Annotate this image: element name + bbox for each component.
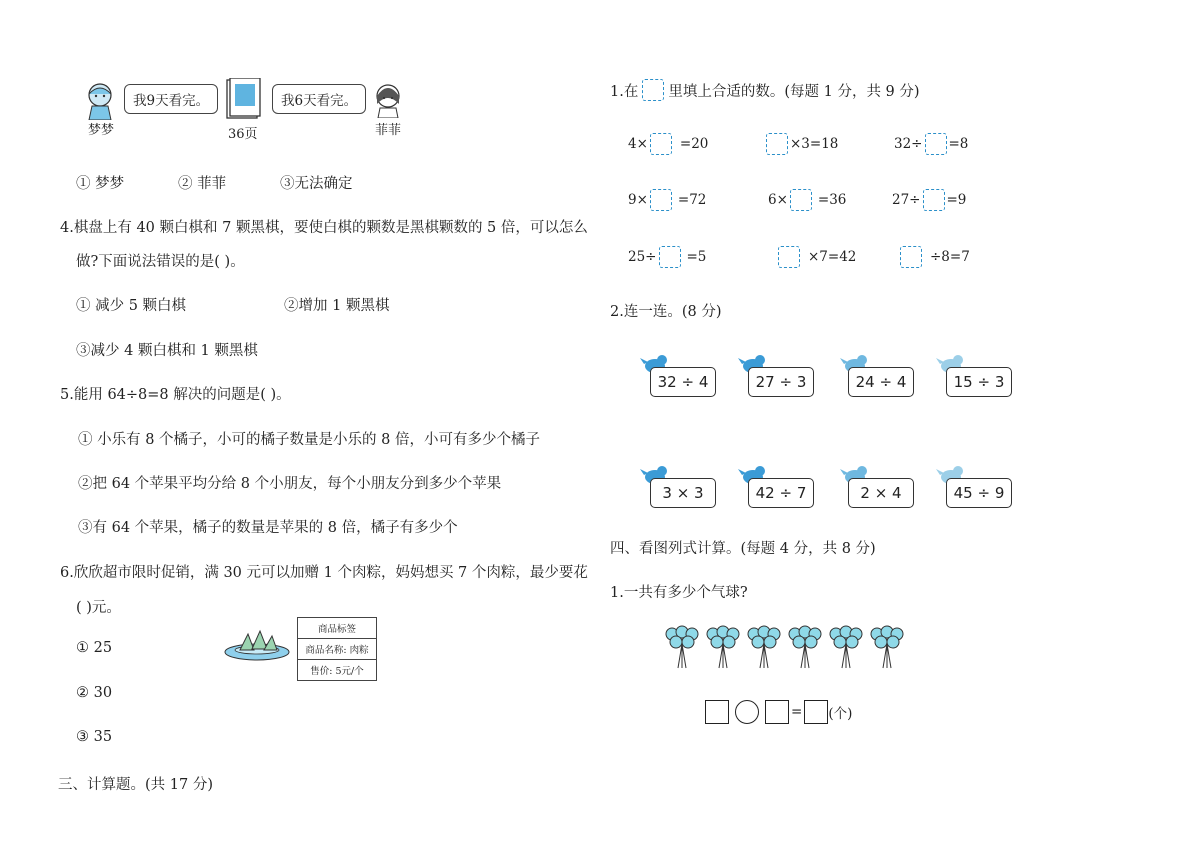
q5-option-1[interactable]: ① 小乐有 8 个橘子，小可的橘子数量是小乐的 8 倍，小可有多少个橘子: [78, 432, 540, 448]
q4-option-2[interactable]: ②增加 1 颗黑棋: [284, 298, 390, 314]
q4-stem-line1: 4.棋盘上有 40 颗白棋和 7 颗黑棋，要使白棋的颗数是黑棋颗数的 5 倍，可以怎么: [60, 220, 588, 236]
equation-result-box[interactable]: [804, 700, 828, 724]
fill-eq-1: 4× =20: [628, 133, 708, 155]
q5-stem: 5.能用 64÷8=8 解决的问题是( )。: [60, 387, 291, 403]
q6-stem-line2: ( )元。: [76, 600, 121, 616]
product-tag-price: 售价: 5元/个: [310, 666, 364, 677]
right-q1-suffix: 里填上合适的数。(每题 1 分，共 9 分): [668, 83, 920, 100]
q4-option-1[interactable]: ① 减少 5 颗白棋: [76, 298, 187, 314]
zongzi-plate-illustration: [222, 626, 292, 662]
balloon-equation: = (个): [705, 700, 852, 724]
right-q2-stem: 2.连一连。(8 分): [610, 304, 722, 320]
operator-circle[interactable]: [735, 700, 759, 724]
fill-eq-8: ×7=42: [776, 246, 856, 268]
fill-eq-3: 32÷ =8: [894, 133, 968, 155]
answer-box[interactable]: [778, 246, 800, 268]
book-icon: [224, 78, 262, 120]
section-4-heading: 四、看图列式计算。(每题 4 分，共 8 分): [610, 541, 876, 557]
answer-box[interactable]: [923, 189, 945, 211]
equation-box-1[interactable]: [705, 700, 729, 724]
section-3-heading: 三、计算题。(共 17 分): [58, 777, 213, 793]
fill-eq-2: ×3=18: [764, 133, 838, 155]
q3-option-1[interactable]: ① 梦梦: [76, 176, 125, 192]
right-q1-prefix: 1.在: [610, 83, 639, 100]
answer-box[interactable]: [900, 246, 922, 268]
name-mengmeng: 梦梦: [88, 123, 115, 138]
match-card-bottom-1[interactable]: 3 × 3: [650, 478, 716, 508]
speech-bubble-mengmeng: 我9天看完。: [124, 84, 218, 114]
equation-unit: (个): [828, 706, 853, 722]
example-answer-box: [642, 79, 664, 101]
fill-eq-9: ÷8=7: [898, 246, 970, 268]
q6-stem-line1: 6.欣欣超市限时促销，满 30 元可以加赠 1 个肉粽，妈妈想买 7 个肉粽，最少要花: [60, 565, 588, 581]
q6-option-2[interactable]: ② 30: [76, 685, 113, 701]
q6-option-3[interactable]: ③ 35: [76, 729, 113, 745]
speech-bubble-feifei: 我6天看完。: [272, 84, 366, 114]
answer-box[interactable]: [766, 133, 788, 155]
match-card-top-4[interactable]: 15 ÷ 3: [946, 367, 1012, 397]
q3-option-3[interactable]: ③无法确定: [280, 176, 353, 192]
q4-stem-line2: 做?下面说法错误的是( )。: [76, 254, 245, 270]
equation-box-2[interactable]: [765, 700, 789, 724]
fill-eq-6: 27÷ =9: [892, 189, 966, 211]
answer-box[interactable]: [925, 133, 947, 155]
fill-eq-5: 6× =36: [768, 189, 846, 211]
fill-eq-4: 9× =72: [628, 189, 706, 211]
answer-box[interactable]: [790, 189, 812, 211]
girl-feifei-illustration: [370, 82, 406, 118]
fill-eq-7: 25÷ =5: [628, 246, 706, 268]
answer-box[interactable]: [650, 133, 672, 155]
product-tag-title: 商品标签: [298, 618, 376, 639]
right-q1-stem: [610, 79, 920, 101]
girl-mengmeng-illustration: [80, 80, 120, 120]
balloon-bunches-illustration: [664, 624, 914, 670]
match-card-bottom-3[interactable]: 2 × 4: [848, 478, 914, 508]
match-card-bottom-2[interactable]: 42 ÷ 7: [748, 478, 814, 508]
product-tag: [297, 617, 377, 681]
q6-option-1[interactable]: ① 25: [76, 640, 113, 656]
product-tag-name: 商品名称: 肉粽: [298, 639, 376, 660]
q5-option-3[interactable]: ③有 64 个苹果，橘子的数量是苹果的 8 倍，橘子有多少个: [78, 520, 458, 536]
q3-option-2[interactable]: ② 菲菲: [178, 176, 227, 192]
name-feifei: 菲菲: [375, 123, 402, 138]
match-card-top-3[interactable]: 24 ÷ 4: [848, 367, 914, 397]
answer-box[interactable]: [659, 246, 681, 268]
q5-option-2[interactable]: ②把 64 个苹果平均分给 8 个小朋友，每个小朋友分到多少个苹果: [78, 476, 502, 492]
q4-option-3[interactable]: ③减少 4 颗白棋和 1 颗黑棋: [76, 343, 258, 359]
match-card-top-1[interactable]: 32 ÷ 4: [650, 367, 716, 397]
answer-box[interactable]: [650, 189, 672, 211]
balloon-question: 1.一共有多少个气球?: [610, 585, 748, 601]
match-card-bottom-4[interactable]: 45 ÷ 9: [946, 478, 1012, 508]
match-card-top-2[interactable]: 27 ÷ 3: [748, 367, 814, 397]
book-pages-label: 36页: [228, 127, 258, 142]
